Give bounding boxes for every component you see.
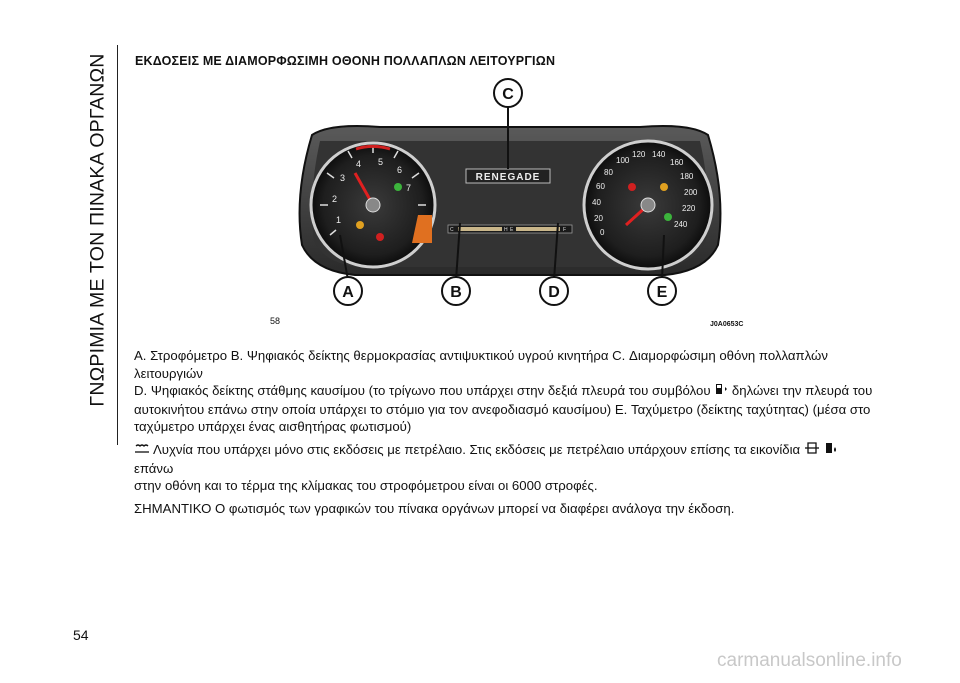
brand-logo: RENEGADE — [475, 172, 541, 183]
tachometer-hub — [366, 198, 380, 212]
caption-line-2b: δηλώνει την πλευρά του — [731, 383, 873, 398]
callout-c: C — [502, 86, 514, 103]
diesel-line-1a: Λυχνία που υπάρχει μόνο στις εκδόσεις με πετρέλαιο. Στις εκδόσεις με πετρέλαιο υπάρχουν επίσης τα εικονίδια — [152, 441, 801, 457]
tach-tick-label: 7 — [406, 183, 412, 193]
caption-line-2a: D. Ψηφιακός δείκτης στάθμης καυσίμου (το τρίγωνο που υπάρχει στην δεξιά πλευρά του συμβόλου — [134, 383, 711, 398]
speed-tick-label: 60 — [596, 182, 605, 191]
figure-code: J0A0653C — [710, 321, 744, 328]
callout-e: E — [656, 284, 668, 301]
instrument-cluster-figure — [260, 75, 760, 337]
chapter-title-text: ΓΝΩΡΙΜΙΑ ΜΕ ΤΟΝ ΠΙΝΑΚΑ ΟΡΓΑΝΩΝ — [86, 53, 109, 407]
speed-tick-label: 120 — [632, 150, 646, 159]
sidebar-chapter-title — [58, 10, 138, 450]
callout-b: B — [450, 284, 462, 301]
tach-tick-label: 5 — [378, 157, 384, 167]
speed-tick-label: 20 — [594, 214, 603, 223]
caption-line-1: A. Στροφόμετρο B. Ψηφιακός δείκτης θερμοκρασίας αντιψυκτικού υγρού κινητήρα C. Διαμορφώσιμη οθόνη πολλαπλών λειτουργιών — [134, 348, 828, 381]
section-heading: ΕΚΔΟΣΕΙΣ ΜΕ ΔΙΑΜΟΡΦΩΣΙΜΗ ΟΘΟΝΗ ΠΟΛΛΑΠΛΩΝ ΛΕΙΤΟΥΡΓΙΩΝ — [135, 54, 556, 68]
speed-tick-label: 100 — [616, 156, 630, 165]
fuel-water-icon — [824, 441, 838, 460]
speed-tick-label: 220 — [682, 204, 696, 213]
warning-light-red — [376, 233, 384, 241]
speed-tick-label: 140 — [652, 150, 666, 159]
diesel-paragraph — [134, 441, 874, 495]
speed-warning-red — [628, 183, 636, 191]
speed-tick-label: 160 — [670, 158, 684, 167]
figure-page-ref: 58 — [270, 316, 281, 326]
sidebar-divider — [117, 45, 118, 445]
caption-line-3: αυτοκινήτου επάνω στην οποία υπάρχει το στόμιο για τον ανεφοδιασμό καυσίμου) E. Ταχύμετρο (δείκτης ταχύτητας) (μέσα στο — [134, 401, 871, 417]
tach-tick-label: 2 — [332, 194, 338, 204]
tach-tick-label: 3 — [340, 173, 346, 183]
diesel-line-1b: επάνω — [134, 460, 174, 476]
watermark: carmanualsonline.info — [717, 650, 902, 671]
glow-plug-icon — [134, 442, 150, 460]
temp-hot-label: H — [504, 227, 508, 233]
caption-line-4: ταχύμετρο υπάρχει ένας αισθητήρας φωτισμού) — [134, 419, 412, 435]
diesel-line-2: στην οθόνη και το τέρμα της κλίμακας του στροφόμετρου είναι οι 6000 στροφές. — [134, 478, 598, 494]
temperature-digital-gauge — [458, 227, 502, 231]
fuel-digital-gauge — [516, 227, 560, 231]
page-number: 54 — [73, 627, 89, 643]
callout-d: D — [548, 284, 560, 301]
speed-tick-label: 240 — [674, 220, 688, 229]
body-text — [134, 347, 874, 522]
speed-tick-label: 40 — [592, 198, 601, 207]
temp-cold-label: C — [450, 227, 454, 233]
speed-tick-label: 80 — [604, 168, 613, 177]
speed-tick-label: 0 — [600, 228, 605, 237]
speed-tick-label: 200 — [684, 188, 698, 197]
speed-warning-green — [664, 213, 672, 221]
tach-tick-label: 4 — [356, 159, 362, 169]
cluster-illustration — [260, 75, 760, 337]
diesel-filter-icon — [804, 441, 820, 460]
callout-a: A — [342, 284, 354, 301]
tach-tick-label: 6 — [397, 165, 403, 175]
figure-caption-paragraph — [134, 347, 874, 436]
fuel-full-label: F — [563, 227, 567, 233]
fuel-pump-icon — [714, 382, 728, 401]
warning-light-green — [394, 183, 402, 191]
fuel-empty-label: E — [510, 227, 514, 233]
speed-tick-label: 180 — [680, 172, 694, 181]
warning-light-amber — [356, 221, 364, 229]
speed-warning-amber — [660, 183, 668, 191]
tach-tick-label: 1 — [336, 215, 342, 225]
speedometer-hub — [641, 198, 655, 212]
important-note: ΣΗΜΑΝΤΙΚΟ Ο φωτισμός των γραφικών του πίνακα οργάνων μπορεί να διαφέρει ανάλογα την έκδοση. — [134, 500, 735, 516]
